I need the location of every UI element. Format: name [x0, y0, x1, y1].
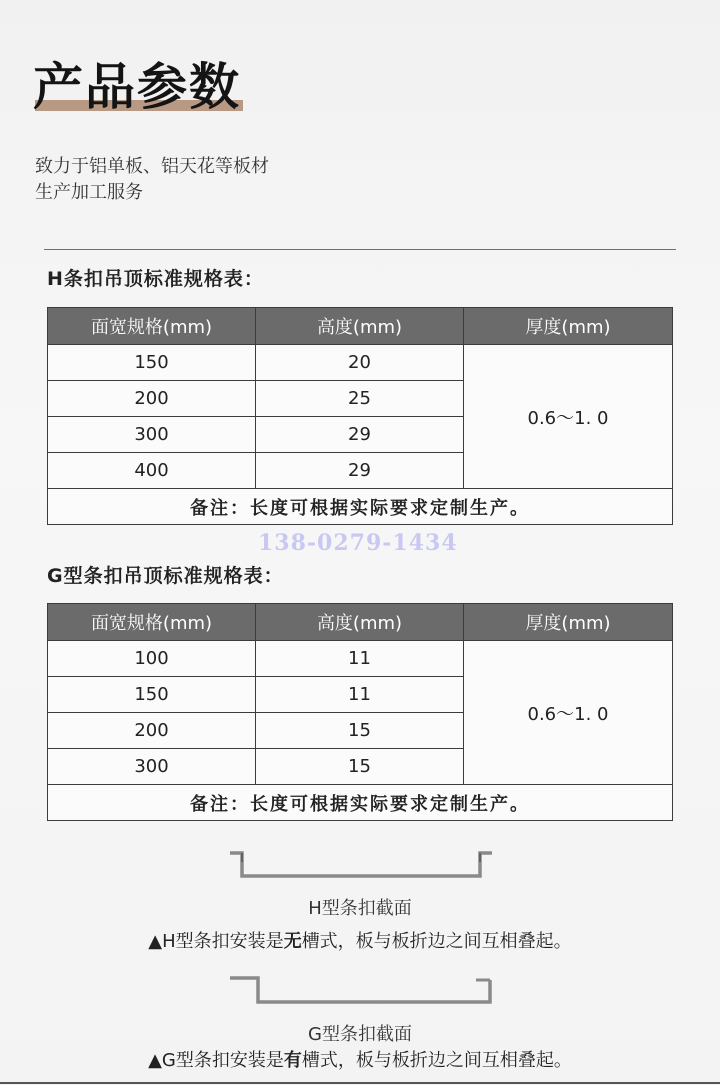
- cell-height: 11: [256, 677, 464, 713]
- cell-thickness: 0.6～1. 0: [464, 345, 673, 489]
- table-row: [48, 345, 673, 381]
- desc-text: 槽式，板与板折边之间互相叠起。: [301, 1050, 572, 1071]
- header-height: 高度(mm): [256, 604, 464, 641]
- desc-emphasis: 无: [283, 931, 302, 952]
- h-spec-table: [47, 307, 673, 525]
- phone-watermark: 138-0279-1434: [258, 530, 458, 556]
- g-profile-diagram: [228, 975, 494, 1007]
- table-note-row: [48, 489, 673, 525]
- cell-width: 150: [48, 345, 256, 381]
- cell-height: 15: [256, 713, 464, 749]
- g-table-title: G型条扣吊顶标准规格表：: [47, 565, 284, 587]
- cell-thickness: 0.6～1. 0: [464, 641, 673, 785]
- subtitle: [35, 154, 269, 206]
- h-table-title: H条扣吊顶标准规格表：: [47, 268, 264, 290]
- section-divider: [44, 249, 676, 250]
- cell-width: 150: [48, 677, 256, 713]
- cell-width: 200: [48, 713, 256, 749]
- h-profile-diagram: [228, 850, 494, 880]
- subtitle-line-1: 致力于铝单板、铝天花等板材: [35, 156, 269, 177]
- table-note: 备注：长度可根据实际要求定制生产。: [48, 489, 673, 525]
- table-row: [48, 641, 673, 677]
- cell-height: 15: [256, 749, 464, 785]
- table-header-row: [48, 308, 673, 345]
- header-height: 高度(mm): [256, 308, 464, 345]
- cell-width: 100: [48, 641, 256, 677]
- table-note-row: [48, 785, 673, 821]
- cell-width: 300: [48, 417, 256, 453]
- cell-width: 300: [48, 749, 256, 785]
- h-profile-description: [0, 927, 720, 953]
- table-note: 备注：长度可根据实际要求定制生产。: [48, 785, 673, 821]
- cell-width: 400: [48, 453, 256, 489]
- page-title: 产品参数: [33, 58, 241, 116]
- desc-emphasis: 有: [283, 1050, 302, 1071]
- g-profile-description: [0, 1046, 720, 1072]
- bottom-divider: [0, 1082, 720, 1084]
- cell-height: 29: [256, 453, 464, 489]
- desc-text: ▲G型条扣安装是: [148, 1050, 284, 1071]
- page-title-block: [33, 58, 241, 116]
- header-width: 面宽规格(mm): [48, 308, 256, 345]
- h-profile-caption: H型条扣截面: [308, 898, 412, 919]
- cell-height: 20: [256, 345, 464, 381]
- cell-height: 25: [256, 381, 464, 417]
- header-thickness: 厚度(mm): [464, 308, 673, 345]
- cell-width: 200: [48, 381, 256, 417]
- table-header-row: [48, 604, 673, 641]
- header-thickness: 厚度(mm): [464, 604, 673, 641]
- g-spec-table: [47, 603, 673, 821]
- desc-text: ▲H型条扣安装是: [148, 931, 284, 952]
- desc-text: 槽式，板与板折边之间互相叠起。: [301, 931, 572, 952]
- g-profile-caption: G型条扣截面: [308, 1024, 412, 1045]
- subtitle-line-2: 生产加工服务: [35, 182, 143, 203]
- header-width: 面宽规格(mm): [48, 604, 256, 641]
- cell-height: 11: [256, 641, 464, 677]
- cell-height: 29: [256, 417, 464, 453]
